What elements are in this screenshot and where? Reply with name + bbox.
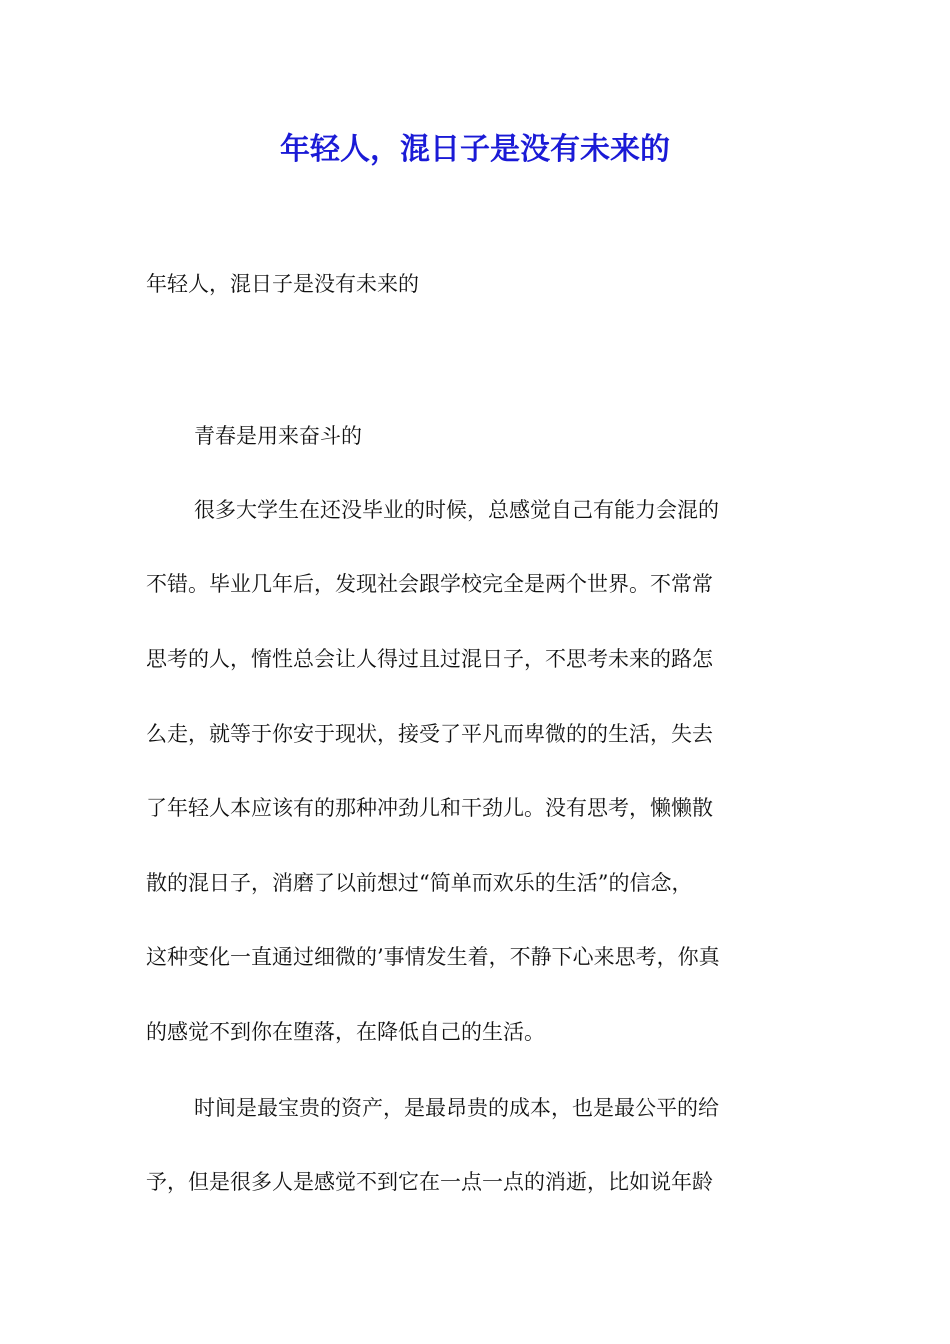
paragraph-line: 很多大学生在还没毕业的时候，总感觉自己有能力会混的: [194, 498, 719, 522]
document-body: [146, 0, 806, 1344]
page-title: 年轻人，混日子是没有未来的: [280, 132, 670, 167]
paragraph-line: 不错。毕业几年后，发现社会跟学校完全是两个世界。不常常: [146, 572, 713, 596]
paragraph-line: 散的混日子，消磨了以前想过“简单而欢乐的生活”的信念，: [146, 871, 693, 895]
document-subtitle: 年轻人，混日子是没有未来的: [146, 272, 419, 296]
section-heading: 青春是用来奋斗的: [194, 424, 362, 448]
paragraph-line: 的感觉不到你在堕落，在降低自己的生活。: [146, 1020, 545, 1044]
paragraph-line: 思考的人，惰性总会让人得过且过混日子，不思考未来的路怎: [146, 647, 713, 671]
paragraph-line: 这种变化一直通过细微的’事情发生着，不静下心来思考，你真: [146, 945, 720, 969]
paragraph-line: 予，但是很多人是感觉不到它在一点一点的消逝，比如说年龄: [146, 1170, 713, 1194]
paragraph-line: 时间是最宝贵的资产，是最昂贵的成本，也是最公平的给: [194, 1096, 719, 1120]
paragraph-line: 了年轻人本应该有的那种冲劲儿和干劲儿。没有思考，懒懒散: [146, 796, 713, 820]
paragraph-line: 么走，就等于你安于现状，接受了平凡而卑微的的生活，失去: [146, 722, 713, 746]
